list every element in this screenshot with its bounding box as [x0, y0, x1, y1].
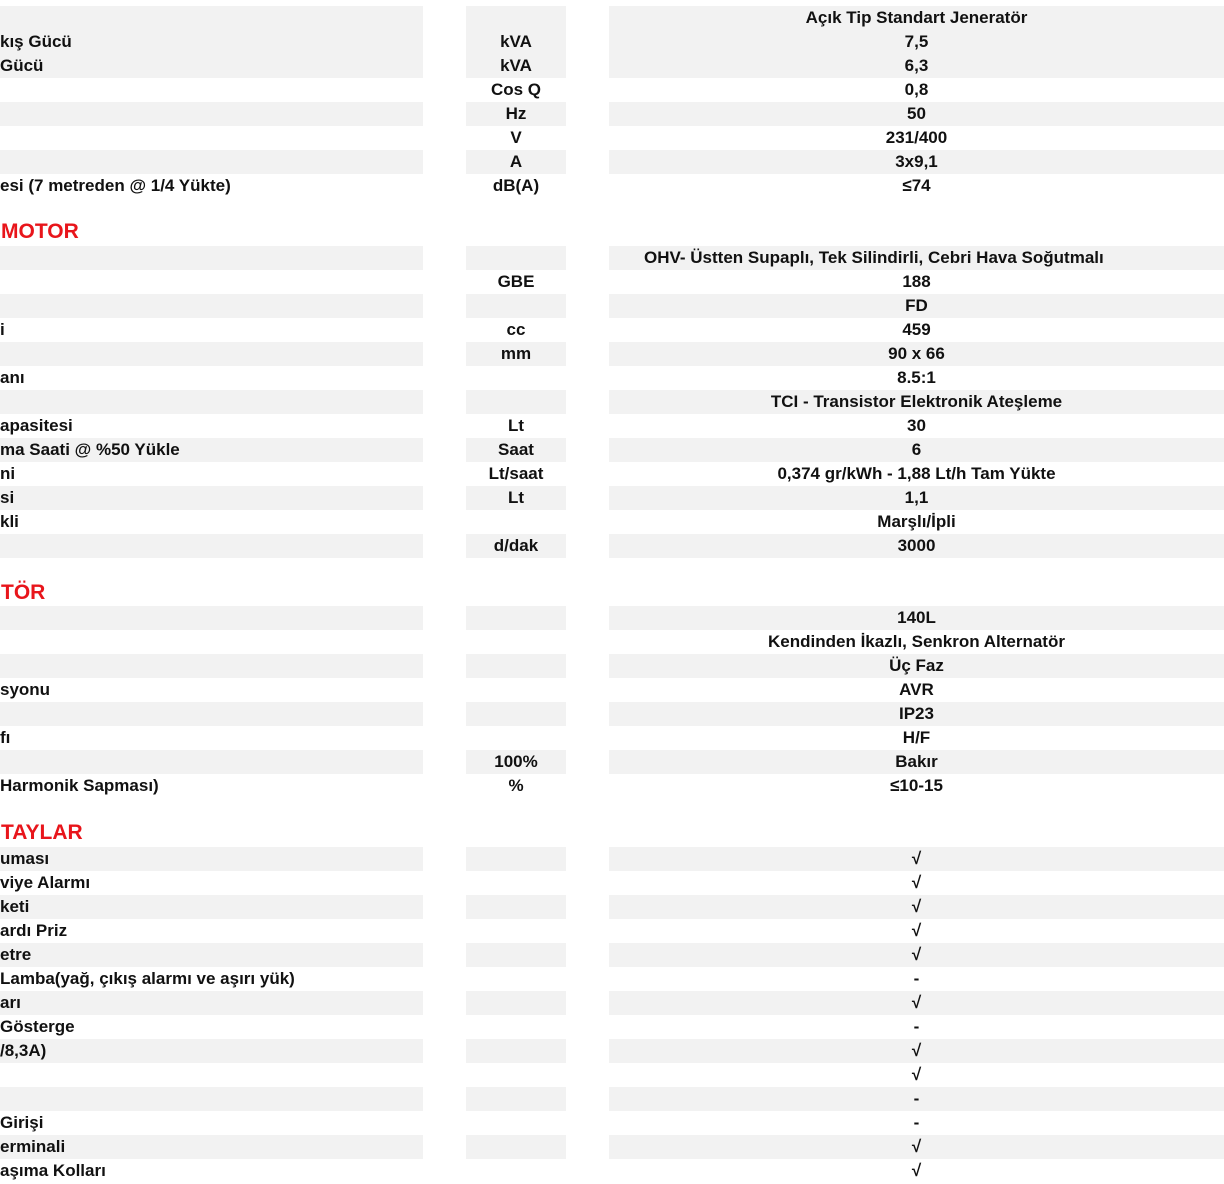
- row-unit: V: [510, 128, 522, 147]
- row-label: etre: [0, 943, 423, 967]
- row-value: FD: [609, 294, 1224, 318]
- table-row: [0, 726, 1224, 750]
- row-label: Gösterge: [0, 1017, 75, 1036]
- table-row: [0, 366, 1224, 390]
- row-unit: [466, 654, 566, 678]
- row-unit: [466, 390, 566, 414]
- table-row: [0, 6, 1224, 30]
- table-row: [0, 654, 1224, 678]
- row-value: √: [609, 1039, 1224, 1063]
- row-unit: [466, 1159, 566, 1183]
- table-row: [0, 774, 1224, 798]
- row-value: Üç Faz: [609, 654, 1224, 678]
- table-row: [0, 1159, 1224, 1183]
- row-value: 1,1: [609, 486, 1224, 510]
- row-label: Girişi: [0, 1113, 44, 1132]
- row-unit: [466, 510, 566, 534]
- row-label: [0, 654, 423, 678]
- row-label: ardı Priz: [0, 921, 68, 940]
- row-unit: [466, 991, 566, 1015]
- row-unit: %: [508, 776, 524, 795]
- row-unit: [466, 943, 566, 967]
- row-unit: kVA: [466, 30, 566, 54]
- row-unit: [466, 702, 566, 726]
- row-unit: dB(A): [492, 176, 540, 195]
- row-label: [0, 78, 423, 102]
- table-row: [0, 943, 1224, 967]
- table-row: [0, 486, 1224, 510]
- row-value: IP23: [609, 702, 1224, 726]
- section-heading: MOTOR: [1, 220, 79, 243]
- row-label: ni: [0, 464, 16, 483]
- row-value: 90 x 66: [609, 342, 1224, 366]
- row-unit: 100%: [466, 750, 566, 774]
- row-label: keti: [0, 895, 423, 919]
- row-label: kış Gücü: [0, 30, 423, 54]
- table-row: [0, 342, 1224, 366]
- row-label: Lamba(yağ, çıkış alarmı ve aşırı yük): [0, 969, 295, 988]
- row-value: 3x9,1: [609, 150, 1224, 174]
- table-row: [0, 1087, 1224, 1111]
- row-label: [0, 750, 423, 774]
- row-label: Harmonik Sapması): [0, 776, 159, 795]
- row-unit: mm: [466, 342, 566, 366]
- row-value: √: [911, 1065, 922, 1084]
- table-row: [0, 318, 1224, 342]
- row-value: ≤10-15: [890, 776, 943, 795]
- row-unit: cc: [506, 320, 526, 339]
- row-label: [0, 1087, 423, 1111]
- table-row: [0, 414, 1224, 438]
- row-label: [0, 630, 423, 654]
- row-value: Marşlı/İpli: [877, 512, 956, 531]
- row-value: 8.5:1: [897, 368, 936, 387]
- row-value: H/F: [902, 728, 931, 747]
- row-value: ≤74: [902, 176, 931, 195]
- row-value: 0,374 gr/kWh - 1,88 Lt/h Tam Yükte: [777, 464, 1056, 483]
- row-label: [0, 102, 423, 126]
- row-unit: [466, 366, 566, 390]
- row-label: [0, 1063, 423, 1087]
- row-unit: [466, 895, 566, 919]
- row-value: √: [609, 1135, 1224, 1159]
- row-unit: [466, 630, 566, 654]
- row-label: [0, 342, 423, 366]
- row-unit: [466, 847, 566, 871]
- table-row: [0, 102, 1224, 126]
- table-row: [0, 967, 1224, 991]
- table-row: [0, 126, 1224, 150]
- table-row: [0, 606, 1224, 630]
- row-value: √: [911, 873, 922, 892]
- row-value: 231/400: [885, 128, 948, 147]
- row-unit: Lt: [507, 416, 525, 435]
- row-value: √: [609, 895, 1224, 919]
- row-value: 6,3: [609, 54, 1224, 78]
- table-row: [0, 294, 1224, 318]
- row-label: [0, 702, 423, 726]
- row-label: arı: [0, 991, 423, 1015]
- row-label: [0, 6, 423, 30]
- table-row: [0, 630, 1224, 654]
- table-row: [0, 246, 1224, 270]
- row-label: [0, 126, 423, 150]
- row-value: -: [913, 1113, 920, 1132]
- row-unit: [466, 6, 566, 30]
- table-row: [0, 1039, 1224, 1063]
- row-value: AVR: [899, 680, 934, 699]
- row-value: 0,8: [904, 80, 929, 99]
- section-heading: TAYLAR: [1, 821, 83, 844]
- row-value: 459: [902, 320, 931, 339]
- section-heading: TÖR: [1, 581, 46, 604]
- row-label: esi (7 metreden @ 1/4 Yükte): [0, 176, 231, 195]
- row-label: /8,3A): [0, 1039, 423, 1063]
- row-unit: [466, 606, 566, 630]
- table-row: [0, 871, 1224, 895]
- row-value: 188: [902, 272, 931, 291]
- row-value: √: [609, 991, 1224, 1015]
- table-row: [0, 30, 1224, 54]
- row-label: si: [0, 486, 423, 510]
- row-label: Gücü: [0, 54, 423, 78]
- table-row: [0, 1063, 1224, 1087]
- row-value: OHV- Üstten Supaplı, Tek Silindirli, Cebri Hava Soğutmalı: [609, 246, 1224, 270]
- row-label: [0, 150, 423, 174]
- table-row: [0, 462, 1224, 486]
- row-label: i: [0, 320, 5, 339]
- table-row: [0, 54, 1224, 78]
- row-value: -: [913, 969, 920, 988]
- row-unit: [466, 294, 566, 318]
- table-row: [0, 919, 1224, 943]
- row-value: Açık Tip Standart Jeneratör: [609, 6, 1224, 30]
- row-label: ma Saati @ %50 Yükle: [0, 438, 423, 462]
- row-value: Kendinden İkazlı, Senkron Alternatör: [768, 632, 1065, 651]
- row-unit: [466, 1135, 566, 1159]
- row-label: [0, 606, 423, 630]
- row-value: TCI - Transistor Elektronik Ateşleme: [609, 390, 1224, 414]
- table-row: [0, 895, 1224, 919]
- row-unit: [466, 1087, 566, 1111]
- row-unit: [466, 1015, 566, 1039]
- table-row: [0, 438, 1224, 462]
- row-value: Bakır: [609, 750, 1224, 774]
- row-label: [0, 390, 423, 414]
- row-label: erminali: [0, 1135, 423, 1159]
- table-row: [0, 270, 1224, 294]
- row-label: [0, 534, 423, 558]
- row-unit: [466, 871, 566, 895]
- table-row: [0, 702, 1224, 726]
- row-value: 7,5: [609, 30, 1224, 54]
- row-label: apasitesi: [0, 416, 73, 435]
- table-row: [0, 1015, 1224, 1039]
- row-unit: Cos Q: [490, 80, 542, 99]
- table-row: [0, 390, 1224, 414]
- row-unit: Hz: [466, 102, 566, 126]
- table-row: [0, 150, 1224, 174]
- row-unit: [466, 1039, 566, 1063]
- table-row: [0, 510, 1224, 534]
- row-value: 50: [609, 102, 1224, 126]
- row-label: uması: [0, 847, 423, 871]
- row-label: viye Alarmı: [0, 873, 91, 892]
- row-value: √: [911, 921, 922, 940]
- row-unit: [466, 246, 566, 270]
- table-row: [0, 78, 1224, 102]
- row-unit: [466, 1063, 566, 1087]
- row-unit: kVA: [466, 54, 566, 78]
- row-unit: Lt/saat: [488, 464, 544, 483]
- row-label: syonu: [0, 680, 51, 699]
- row-value: -: [609, 1087, 1224, 1111]
- row-label: [0, 246, 423, 270]
- table-row: [0, 991, 1224, 1015]
- row-value: 3000: [609, 534, 1224, 558]
- table-row: [0, 174, 1224, 198]
- row-label: anı: [0, 368, 25, 387]
- table-row: [0, 1135, 1224, 1159]
- table-row: [0, 534, 1224, 558]
- table-row: [0, 750, 1224, 774]
- row-unit: d/dak: [466, 534, 566, 558]
- row-unit: [466, 726, 566, 750]
- row-unit: [466, 967, 566, 991]
- row-unit: [466, 919, 566, 943]
- row-unit: [466, 1111, 566, 1135]
- row-unit: GBE: [497, 272, 535, 291]
- row-value: √: [911, 1161, 922, 1180]
- row-unit: Lt: [466, 486, 566, 510]
- row-value: 6: [609, 438, 1224, 462]
- row-value: 30: [907, 416, 926, 435]
- row-label: fı: [0, 728, 11, 747]
- row-value: √: [609, 943, 1224, 967]
- row-label: [0, 294, 423, 318]
- row-label: aşıma Kolları: [0, 1161, 106, 1180]
- row-value: 140L: [609, 606, 1224, 630]
- row-unit: [466, 678, 566, 702]
- row-unit: A: [466, 150, 566, 174]
- row-value: -: [913, 1017, 920, 1036]
- table-row: [0, 678, 1224, 702]
- row-unit: Saat: [466, 438, 566, 462]
- row-label: kli: [0, 512, 19, 531]
- row-label: [0, 270, 423, 294]
- table-row: [0, 847, 1224, 871]
- row-value: √: [609, 847, 1224, 871]
- table-row: [0, 1111, 1224, 1135]
